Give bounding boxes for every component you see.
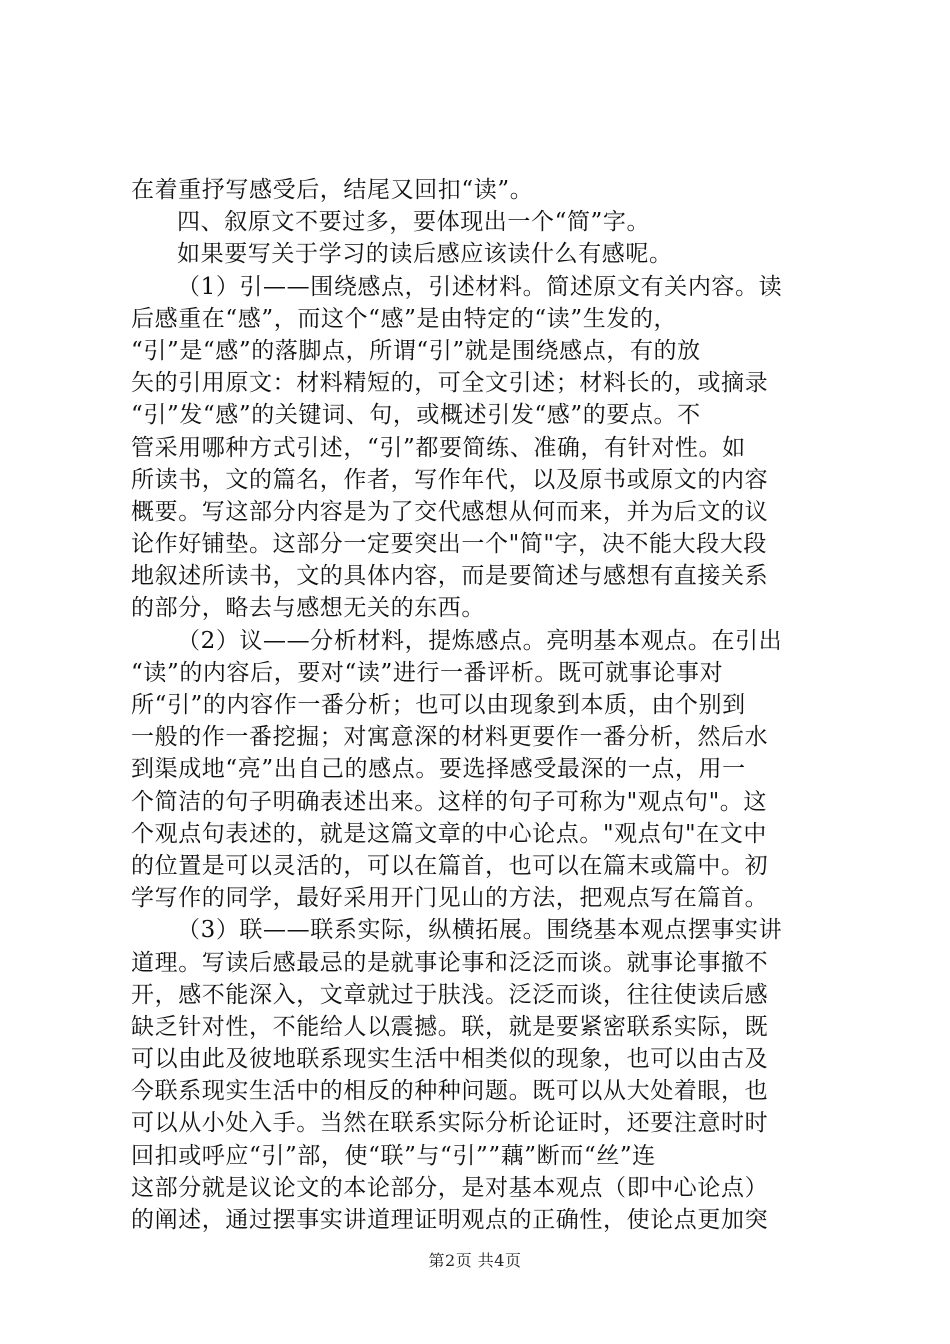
text-line: 概要。写这部分内容是为了交代感想从何而来，并为后文的议 bbox=[131, 498, 769, 525]
text-line: 回扣或呼应“引”部，使“联”与“引””藕”断而“丝”连 bbox=[131, 1142, 656, 1169]
text-line: 论作好铺垫。这部分一定要突出一个"简"字，决不能大段大段 bbox=[131, 531, 767, 558]
text-line: “引”是“感”的落脚点，所谓“引”就是围绕感点，有的放 bbox=[131, 337, 701, 364]
body-text bbox=[131, 174, 831, 1236]
text-line: 后感重在“感”，而这个“感”是由特定的“读”生发的， bbox=[131, 305, 678, 332]
text-line: 学写作的同学，最好采用开门见山的方法，把观点写在篇首。 bbox=[131, 885, 769, 912]
text-line: 可以从小处入手。当然在联系实际分析论证时，还要注意时时 bbox=[131, 1110, 769, 1137]
text-line: 个观点句表述的，就是这篇文章的中心论点。"观点句"在文中 bbox=[131, 820, 767, 847]
text-line: 四、叙原文不要过多，要体现出一个“简”字。 bbox=[177, 209, 651, 236]
text-line: 所读书，文的篇名，作者，写作年代，以及原书或原文的内容 bbox=[131, 466, 769, 493]
text-line: （2）议——分析材料，提炼感点。亮明基本观点。在引出 bbox=[177, 627, 783, 654]
text-line: 缺乏针对性，不能给人以震撼。联，就是要紧密联系实际，既 bbox=[131, 1013, 769, 1040]
text-line: 管采用哪种方式引述，“引”都要简练、准确，有针对性。如 bbox=[131, 434, 746, 461]
text-line: 道理。写读后感最忌的是就事论事和泛泛而谈。就事论事撤不 bbox=[131, 949, 769, 976]
text-line: 的部分，略去与感想无关的东西。 bbox=[131, 595, 485, 622]
text-line: 矢的引用原文：材料精短的，可全文引述；材料长的，或摘录 bbox=[131, 370, 769, 397]
text-line: 到渠成地“亮”出自己的感点。要选择感受最深的一点，用一 bbox=[131, 756, 746, 783]
text-line: 在着重抒写感受后，结尾又回扣“读”。 bbox=[131, 177, 534, 203]
page-footer: 第2页 共4页 bbox=[428, 1251, 522, 1270]
text-line: 的阐述，通过摆事实讲道理证明观点的正确性，使论点更加突 bbox=[131, 1207, 769, 1233]
text-line: （1）引——围绕感点，引述材料。简述原文有关内容。读 bbox=[177, 273, 783, 300]
text-line: “读”的内容后，要对“读”进行一番评析。既可就事论事对 bbox=[131, 659, 724, 686]
text-line: 可以由此及彼地联系现实生活中相类似的现象，也可以由古及 bbox=[131, 1046, 769, 1073]
text-line: “引”发“感”的关键词、句，或概述引发“感”的要点。不 bbox=[131, 402, 701, 429]
text-line: 今联系现实生活中的相反的种种问题。既可以从大处着眼，也 bbox=[131, 1078, 769, 1105]
text-line: 地叙述所读书，文的具体内容，而是要简述与感想有直接关系 bbox=[131, 563, 769, 590]
text-line: 如果要写关于学习的读后感应该读什么有感呢。 bbox=[177, 241, 673, 268]
text-line: 这部分就是议论文的本论部分，是对基本观点（即中心论点） bbox=[131, 1174, 769, 1201]
text-line: （3）联——联系实际，纵横拓展。围绕基本观点摆事实讲 bbox=[177, 917, 783, 944]
text-line: 开，感不能深入，文章就过于肤浅。泛泛而谈，往往使读后感 bbox=[131, 981, 769, 1008]
text-line: 的位置是可以灵活的，可以在篇首，也可以在篇末或篇中。初 bbox=[131, 852, 769, 879]
text-line: 所“引”的内容作一番分析；也可以由现象到本质，由个别到 bbox=[131, 692, 746, 718]
text-line: 个简洁的句子明确表述出来。这样的句子可称为"观点句"。这 bbox=[131, 788, 767, 815]
text-line: 一般的作一番挖掘；对寓意深的材料更要作一番分析，然后水 bbox=[131, 724, 769, 751]
